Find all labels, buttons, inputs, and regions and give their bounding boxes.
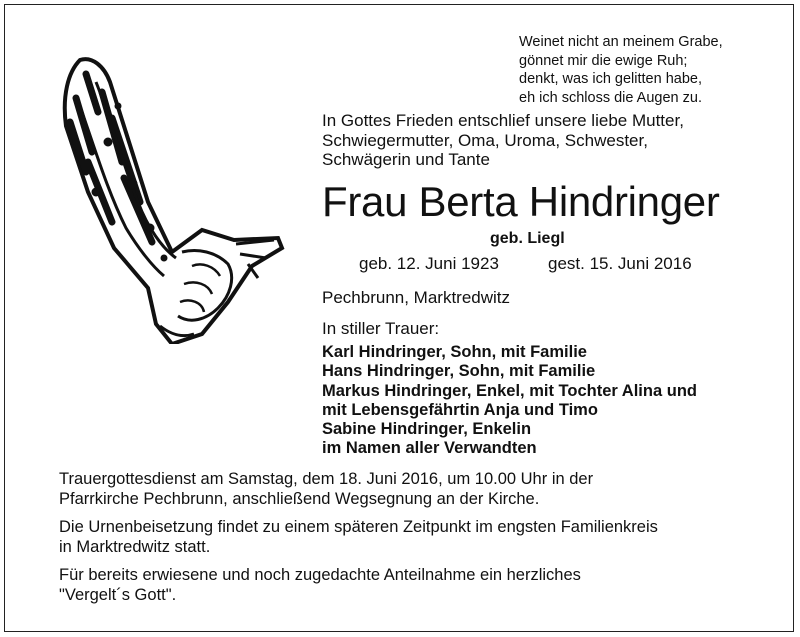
intro-line: In Gottes Frieden entschlief unsere liebe Mutter, [322,111,684,130]
notice-line: Trauergottesdienst am Samstag, dem 18. Juni 2016, um 10.00 Uhr in der [59,470,594,488]
place: Pechbrunn, Marktredwitz [322,288,511,307]
poem-line: gönnet mir die ewige Ruh; [519,52,688,69]
notice-line: Für bereits erwiesene und noch zugedachte Anteilnahme ein herzliches [59,566,581,584]
mourner: Markus Hindringer, Enkel, mit Tochter Alina und [322,381,697,400]
mourner: im Namen aller Verwandten [322,439,537,458]
mourner: Hans Hindringer, Sohn, mit Familie [322,362,596,381]
mourning-title: In stiller Trauer: [322,319,440,338]
notice-line: "Vergelt´s Gott". [59,585,177,604]
urn-notice [59,518,658,557]
notice-line: Pfarrkirche Pechbrunn, anschließend Wegsegnung an der Kirche. [59,489,540,508]
poem-line: eh ich schloss die Augen zu. [519,89,702,106]
notice-line: Die Urnenbeisetzung findet zu einem späteren Zeitpunkt im engsten Familienkreis [59,518,658,536]
poem [519,33,723,107]
intro-text [322,111,684,170]
notice-line: in Marktredwitz statt. [59,537,211,556]
mourners-list [322,343,697,459]
praying-hands-icon [52,52,288,344]
mourner: Sabine Hindringer, Enkelin [322,420,532,439]
poem-line: Weinet nicht an meinem Grabe, [519,34,723,50]
poem-line: denkt, was ich gelitten habe, [519,71,702,87]
death-date: gest. 15. Juni 2016 [548,254,692,273]
thanks-notice [59,566,581,605]
deceased-name: Frau Berta Hindringer [322,178,720,225]
intro-line: Schwiegermutter, Oma, Uroma, Schwester, [322,130,648,150]
birth-date: geb. 12. Juni 1923 [359,254,499,273]
birth-name: geb. Liegl [490,230,565,247]
mourner: Karl Hindringer, Sohn, mit Familie [322,343,587,361]
intro-line: Schwägerin und Tante [322,150,490,169]
funeral-notice [59,470,593,509]
mourner: mit Lebensgefährtin Anja und Timo [322,400,598,419]
